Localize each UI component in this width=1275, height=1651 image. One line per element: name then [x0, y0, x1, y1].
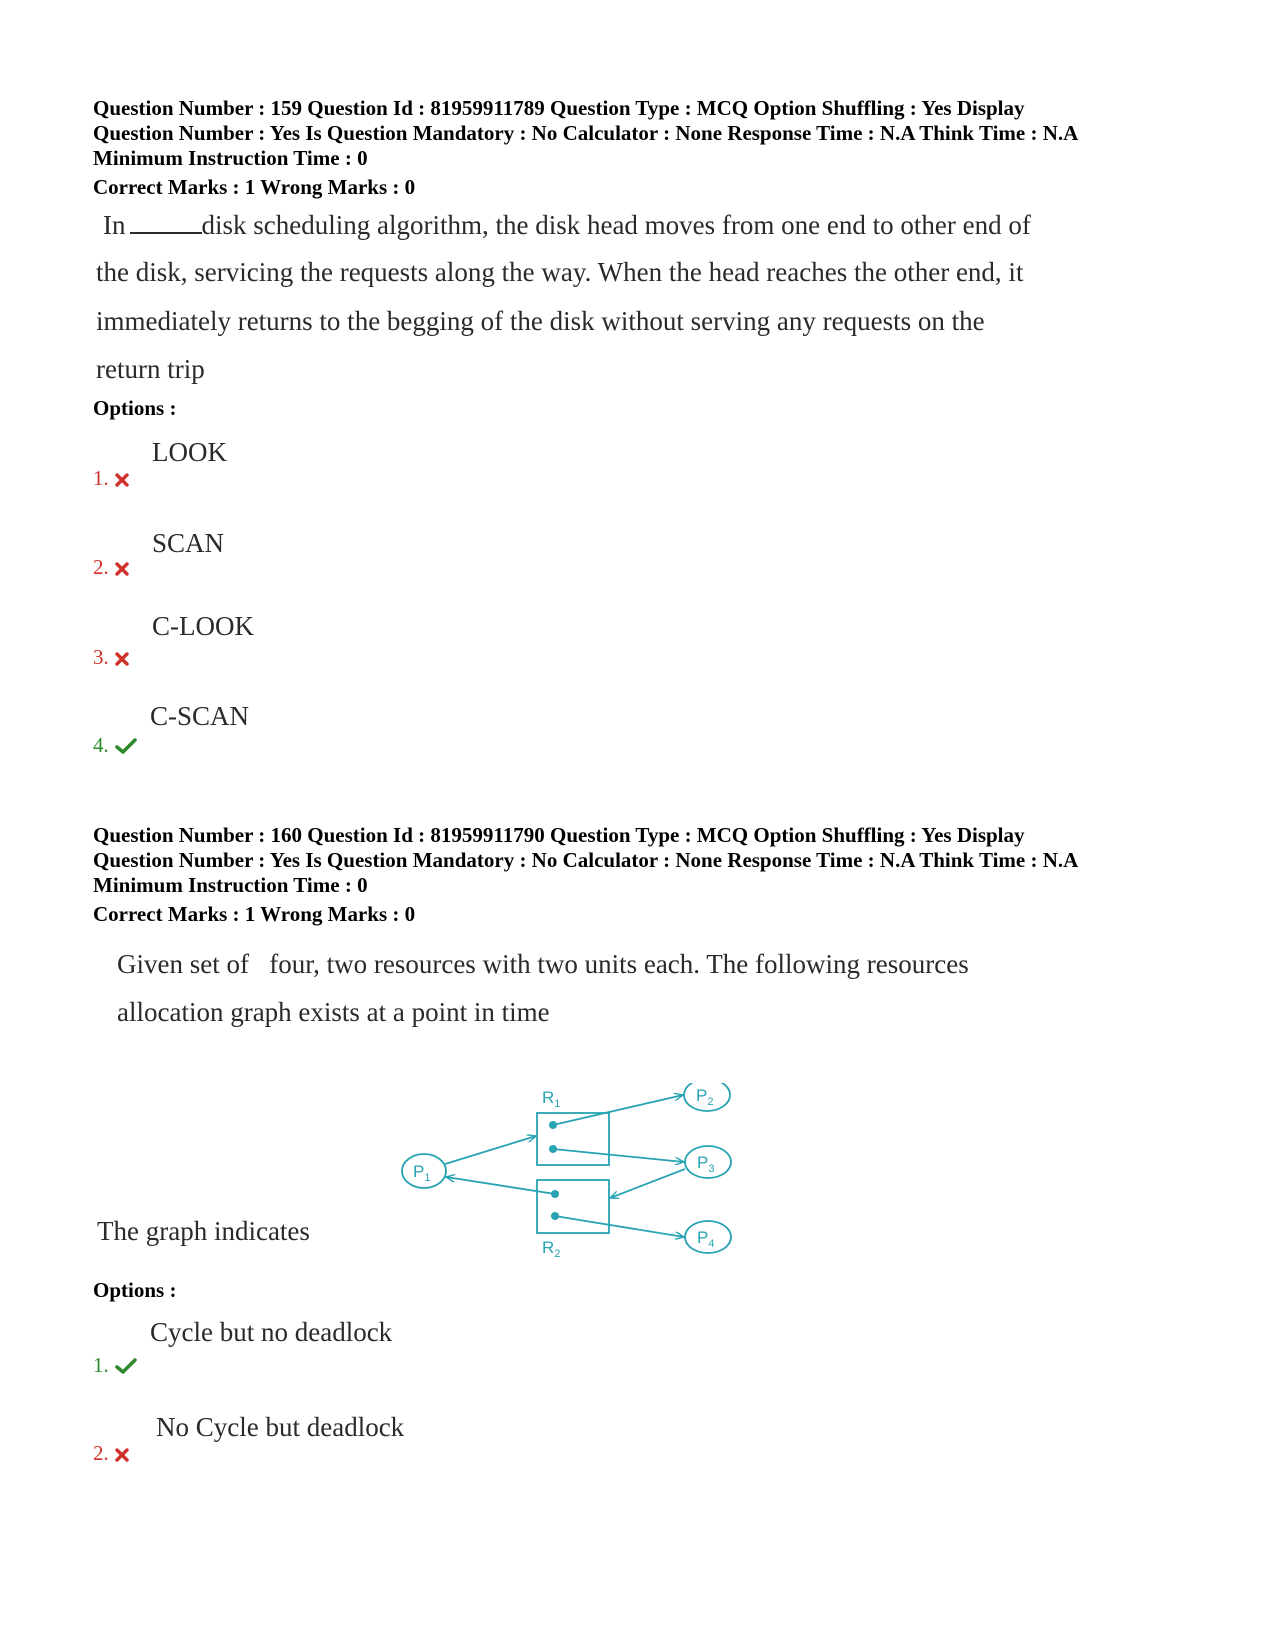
- label-p4-text: P: [697, 1228, 709, 1247]
- label-p2-text: P: [696, 1086, 708, 1105]
- q159-text-line-1-end: disk scheduling algorithm, the disk head moves from one end to other end of: [201, 210, 1031, 240]
- checkmark-icon: [115, 1355, 137, 1380]
- q159-option-3-number: [93, 645, 129, 672]
- q160-option-2-text[interactable]: No Cycle but deadlock: [156, 1412, 405, 1442]
- option-number: 3.: [93, 645, 109, 669]
- q160-option-1-text[interactable]: Cycle but no deadlock: [150, 1317, 393, 1347]
- edge-r1-p2: [553, 1095, 683, 1125]
- cross-icon: [115, 1443, 129, 1468]
- q160-meta: [93, 823, 1213, 898]
- label-subscript: 4: [708, 1238, 715, 1250]
- edge-p1-r1: [445, 1136, 536, 1164]
- label-p1-text: P: [413, 1162, 425, 1181]
- q160-text-line-1: Given set of four, two resources with two units each. The following resources: [117, 949, 969, 979]
- q159-option-4-text[interactable]: C-SCAN: [150, 701, 250, 731]
- label-p1: [413, 1162, 430, 1184]
- label-p2: [696, 1086, 713, 1108]
- cross-icon: [115, 468, 129, 493]
- resource-allocation-graph: [395, 1083, 755, 1273]
- option-number: 2.: [93, 555, 109, 579]
- option-number: 1.: [93, 466, 109, 490]
- q159-text-line-1-start: In: [103, 210, 126, 240]
- label-subscript: 3: [708, 1163, 715, 1175]
- label-subscript: 2: [554, 1248, 561, 1260]
- q160-option-1-number: [93, 1353, 137, 1380]
- resource-r2-box: [537, 1180, 609, 1233]
- q159-option-1-number: [93, 466, 129, 493]
- q159-option-2-number: [93, 555, 129, 582]
- label-r2: [542, 1238, 560, 1260]
- q159-option-1-text[interactable]: LOOK: [152, 437, 227, 467]
- q159-meta-line-2: Question Number : Yes Is Question Mandatory : No Calculator : None Response Time : N.A Think Time : N.A: [93, 121, 1079, 145]
- r1-unit-dot: [549, 1145, 557, 1153]
- q159-text-line-2: the disk, servicing the requests along the way. When the head reaches the other end, it: [96, 257, 1024, 287]
- r2-unit-dot: [551, 1190, 559, 1198]
- label-p3: [697, 1153, 714, 1175]
- q160-meta-line-2: Question Number : Yes Is Question Mandatory : No Calculator : None Response Time : N.A Think Time : N.A: [93, 848, 1079, 872]
- edge-r1-p3: [553, 1149, 684, 1162]
- checkmark-icon: [115, 735, 137, 760]
- q159-text-line-4: return trip: [96, 354, 205, 384]
- q160-option-2-number: [93, 1441, 129, 1468]
- q160-text-line-3: The graph indicates: [97, 1216, 310, 1246]
- option-number: 4.: [93, 733, 109, 757]
- edge-p3-r2: [610, 1169, 685, 1198]
- q160-text-line-2: allocation graph exists at a point in time: [117, 997, 550, 1027]
- fill-in-blank: [130, 210, 202, 234]
- q159-option-2-text[interactable]: SCAN: [152, 528, 225, 558]
- q160-marks: Correct Marks : 1 Wrong Marks : 0: [93, 902, 416, 926]
- option-number: 2.: [93, 1441, 109, 1465]
- option-number: 1.: [93, 1353, 109, 1377]
- q159-text-line-1: [103, 210, 1031, 241]
- label-subscript: 1: [554, 1098, 561, 1110]
- r1-unit-dot: [549, 1121, 557, 1129]
- q160-meta-line-1: Question Number : 160 Question Id : 81959911790 Question Type : MCQ Option Shuffling : Yes Display: [93, 823, 1025, 847]
- label-r1: [542, 1088, 560, 1110]
- label-p3-text: P: [697, 1153, 709, 1172]
- cross-icon: [115, 557, 129, 582]
- q159-options-label: Options :: [93, 396, 177, 420]
- q159-meta-line-3: Minimum Instruction Time : 0: [93, 146, 368, 170]
- q160-options-label: Options :: [93, 1278, 177, 1302]
- q160-meta-line-3: Minimum Instruction Time : 0: [93, 873, 368, 897]
- q159-marks: Correct Marks : 1 Wrong Marks : 0: [93, 175, 416, 199]
- label-subscript: 2: [707, 1096, 714, 1108]
- label-r1-text: R: [542, 1088, 555, 1107]
- label-r2-text: R: [542, 1238, 555, 1257]
- r2-unit-dot: [551, 1212, 559, 1220]
- q159-meta: [93, 96, 1213, 171]
- cross-icon: [115, 647, 129, 672]
- q159-text-line-3: immediately returns to the begging of the disk without serving any requests on the: [96, 306, 985, 336]
- q159-option-3-text[interactable]: C-LOOK: [152, 611, 254, 641]
- label-subscript: 1: [424, 1172, 431, 1184]
- q159-meta-line-1: Question Number : 159 Question Id : 81959911789 Question Type : MCQ Option Shuffling : Yes Display: [93, 96, 1025, 120]
- q159-option-4-number: [93, 733, 137, 760]
- label-p4: [697, 1228, 714, 1250]
